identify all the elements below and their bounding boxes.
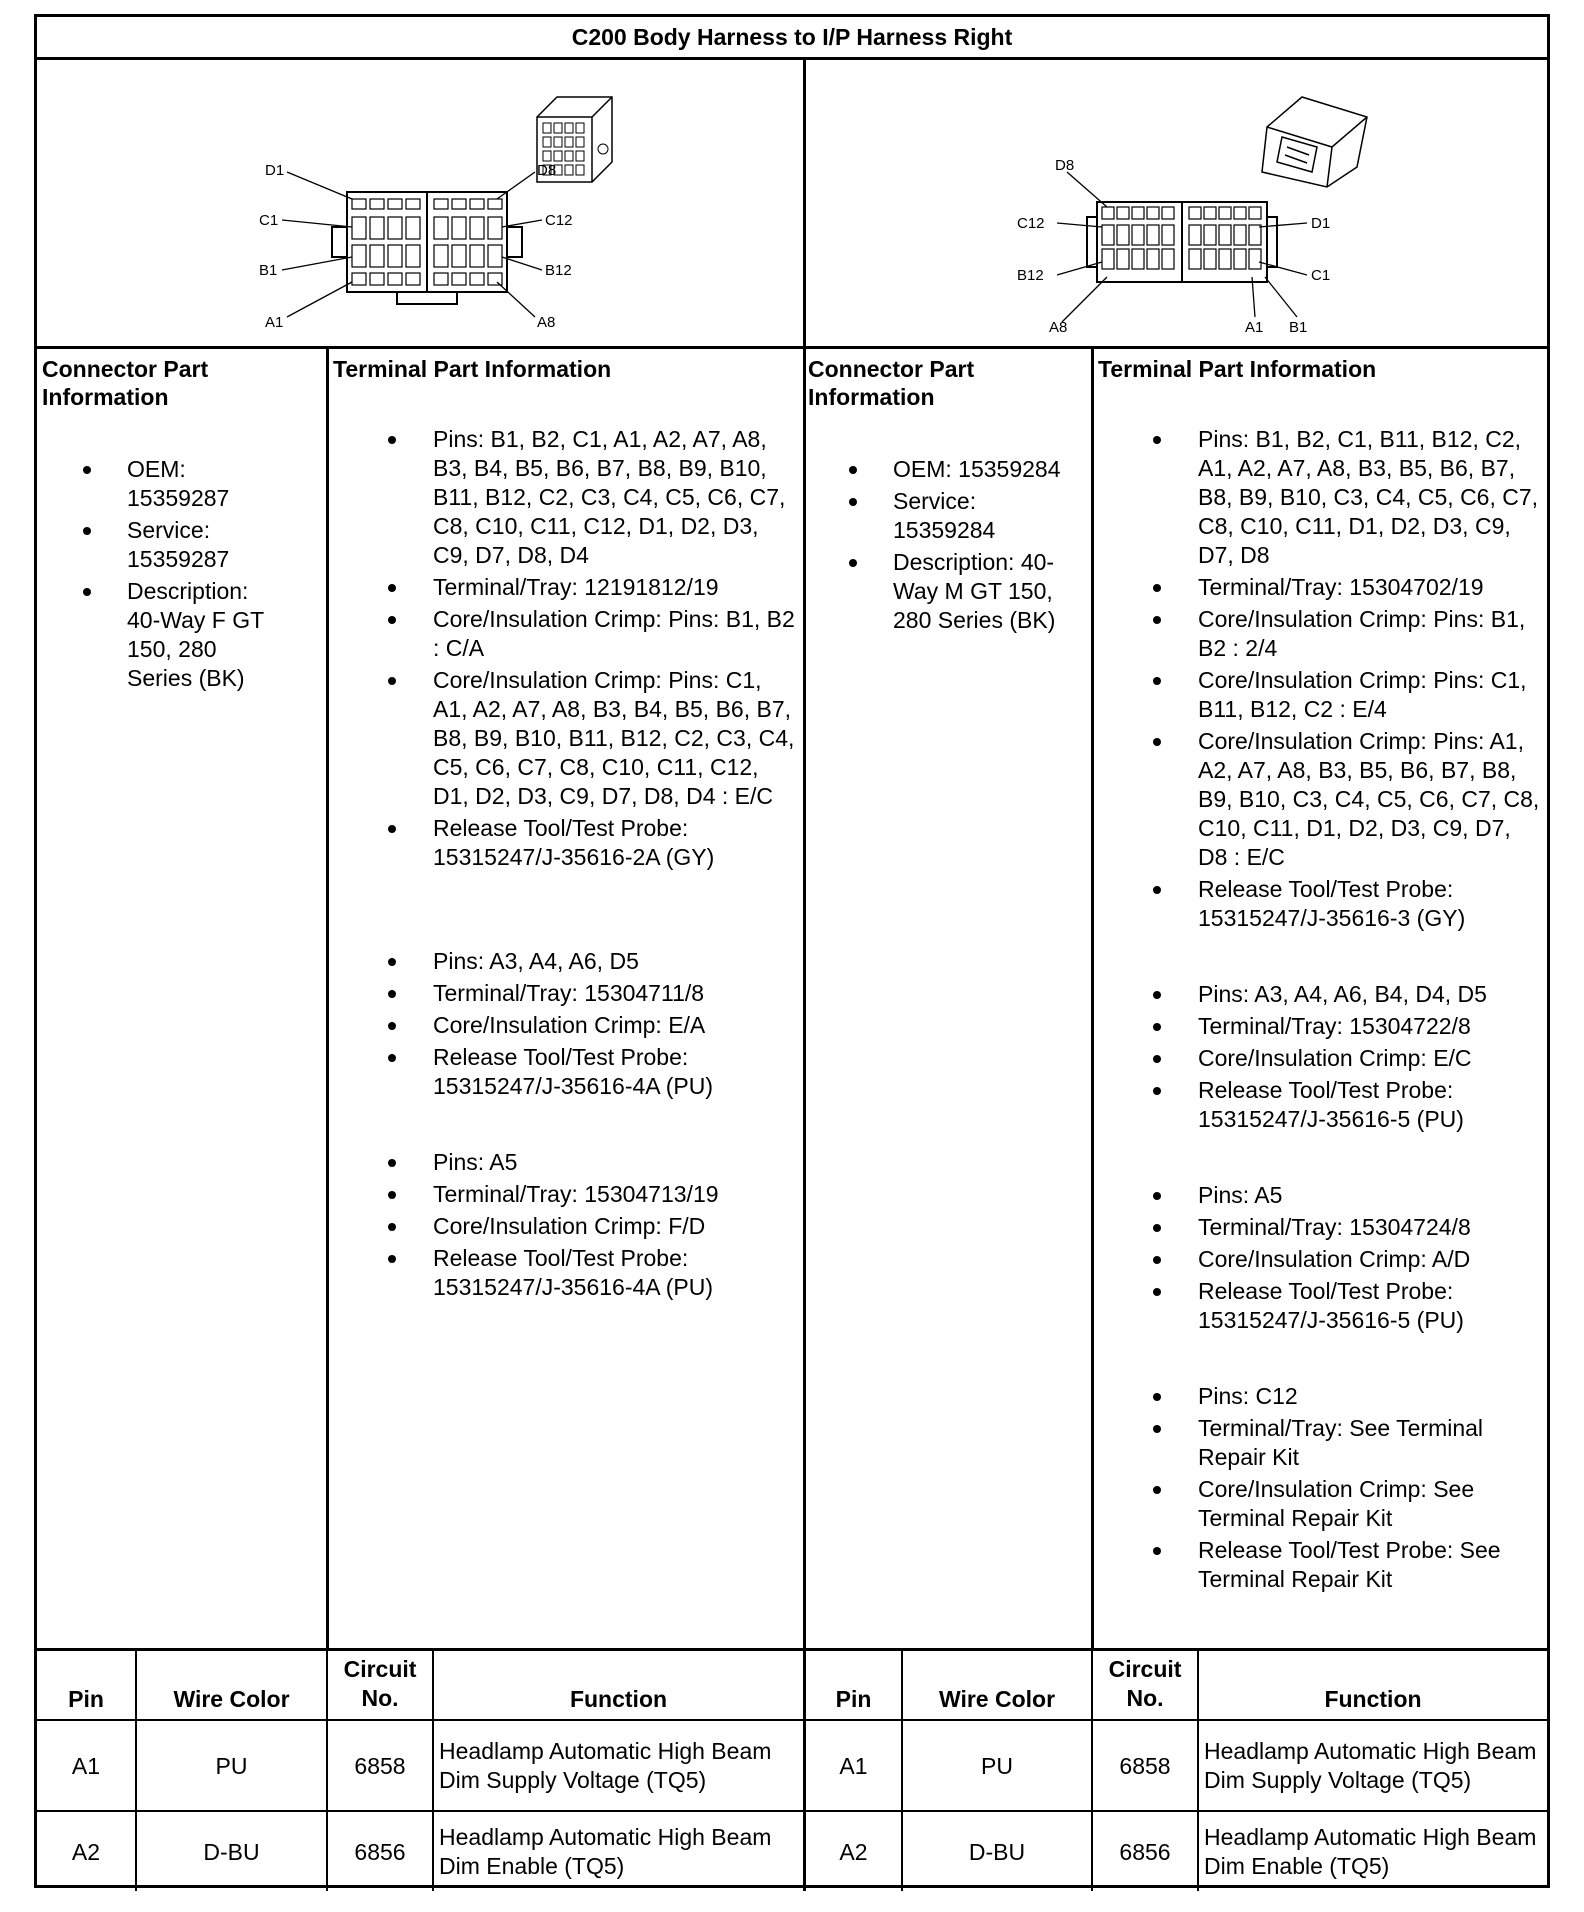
bullet-icon [83, 466, 91, 474]
terminal-group [1198, 1181, 1543, 1338]
bullet-item [433, 666, 795, 811]
bullet-icon [1153, 616, 1161, 624]
bullet-item [1198, 1044, 1543, 1073]
bullet-icon [388, 584, 396, 592]
bullet-text: Release Tool/Test Probe: 15315247/J-35616-4A (PU) [433, 1245, 714, 1300]
bullet-icon [1153, 1087, 1161, 1095]
bullet-text: Pins: A3, A4, A6, B4, D4, D5 [1198, 981, 1487, 1007]
bullet-icon [388, 677, 396, 685]
left-connector-diagram [237, 77, 657, 337]
pin-cell: A1 [71, 1752, 101, 1779]
pin-cell: A2 [839, 1838, 868, 1865]
bullet-icon [83, 527, 91, 535]
table-header-pin: Pin [68, 1686, 104, 1712]
bullet-item [1198, 1181, 1543, 1210]
bullet-text: Core/Insulation Crimp: F/D [433, 1213, 706, 1239]
bullet-icon [1153, 436, 1161, 444]
pin-label: A1 [265, 314, 284, 331]
bullet-item [433, 1244, 795, 1302]
bullet-text: Core/Insulation Crimp: Pins: B1, B2 : C/A [433, 606, 795, 661]
bullet-text: Core/Insulation Crimp: Pins: A1, A2, A7, A8, B3, B5, B6, B7, B8, B9, B10, C3, C4, C5, C6, C7, C8, C10, C11, D1, D2, D3, C9, D7, D8 : E/C [1198, 728, 1540, 870]
bullet-item [1198, 875, 1543, 933]
bullet-icon [388, 1022, 396, 1030]
pin-cell: A2 [71, 1838, 101, 1865]
bullet-item [1198, 1076, 1543, 1134]
bullet-item [93, 455, 278, 513]
terminal-group [1198, 980, 1543, 1137]
bullet-text: Terminal/Tray: 15304722/8 [1198, 1013, 1471, 1039]
bullet-item [1198, 1475, 1543, 1533]
bullet-text: Terminal/Tray: See Terminal Repair Kit [1198, 1415, 1484, 1470]
bullet-text: Pins: C12 [1198, 1383, 1298, 1409]
left-connector-face [332, 192, 522, 304]
bullet-text: Core/Insulation Crimp: See Terminal Repair Kit [1198, 1476, 1475, 1531]
bullet-item [859, 487, 1077, 545]
bullet-item [1198, 666, 1543, 724]
wire-color-cell: D-BU [203, 1838, 260, 1865]
bullet-icon [1153, 584, 1161, 592]
bullet-item [1198, 605, 1543, 663]
bullet-text: Pins: B1, B2, C1, B11, B12, C2, A1, A2, A7, A8, B3, B5, B6, B7, B8, B9, B10, C3, C4, C5, C6, C7, C8, C10, C11, D1, D2, D3, C9, D7, D8 [1198, 426, 1539, 568]
pin-label: D1 [265, 162, 285, 179]
right-connector-face [1087, 202, 1277, 282]
pin-label: A1 [1245, 319, 1264, 336]
bullet-icon [1153, 738, 1161, 746]
bullet-text: Pins: B1, B2, C1, A1, A2, A7, A8, B3, B4, B5, B6, B7, B8, B9, B10, B11, B12, C2, C3, C4, C5, C6, C7, C8, C10, C11, C12, D1, D2, D3, C9, D7, D8, D4 [433, 426, 786, 568]
bullet-icon [388, 825, 396, 833]
bullet-icon [1153, 1547, 1161, 1555]
bullet-icon [849, 498, 857, 506]
bullet-icon [849, 466, 857, 474]
bullet-text: Pins: A5 [1198, 1182, 1283, 1208]
bullet-item [1198, 425, 1543, 570]
bullet-item [433, 947, 795, 976]
bullet-icon [1153, 1023, 1161, 1031]
bullet-icon [1153, 991, 1161, 999]
bullet-icon [388, 958, 396, 966]
table-row-line [37, 1810, 1547, 1812]
bullet-item [1198, 1536, 1543, 1594]
wire-color-cell: PU [981, 1752, 1013, 1779]
bullet-icon [1153, 1192, 1161, 1200]
bullet-text: Release Tool/Test Probe: 15315247/J-35616-5 (PU) [1198, 1278, 1464, 1333]
bullet-item [1198, 980, 1543, 1009]
bullet-item [1198, 727, 1543, 872]
bullet-icon [1153, 1393, 1161, 1401]
center-divider [803, 57, 806, 1891]
table-header-circuit: Circuit No. [1108, 1656, 1182, 1711]
function-cell: Headlamp Automatic High Beam Dim Supply Voltage (TQ5) [1204, 1738, 1537, 1793]
bullet-icon [1153, 1055, 1161, 1063]
right-connector-3d-icon [1262, 97, 1367, 187]
pin-label: C1 [259, 212, 279, 229]
bullet-text: Core/Insulation Crimp: E/A [433, 1012, 706, 1038]
bullet-icon [388, 1191, 396, 1199]
terminal-group [1198, 425, 1543, 936]
diagram-divider [37, 346, 1547, 349]
bullet-text: Release Tool/Test Probe: 15315247/J-35616-3 (GY) [1198, 876, 1466, 931]
pin-cell: A1 [839, 1752, 868, 1779]
bullet-item [433, 573, 795, 602]
bullet-item [433, 1212, 795, 1241]
table-top-line [37, 1648, 1547, 1651]
table-header-line [37, 1719, 1547, 1721]
bullet-icon [388, 1054, 396, 1062]
pin-label: D8 [537, 162, 557, 179]
bullet-text: Pins: A3, A4, A6, D5 [433, 948, 639, 974]
left-connector-info-list [93, 455, 278, 696]
terminal-group [433, 1148, 795, 1305]
left-connector-header: Connector Part Information [42, 356, 209, 410]
right-connector-header: Connector Part Information [808, 356, 975, 410]
bullet-icon [388, 990, 396, 998]
bullet-item [433, 605, 795, 663]
bullet-item [1198, 1012, 1543, 1041]
function-cell: Headlamp Automatic High Beam Dim Enable (TQ5) [439, 1824, 772, 1879]
bullet-icon [83, 588, 91, 596]
bullet-text: Terminal/Tray: 15304702/19 [1198, 574, 1484, 600]
bullet-icon [1153, 1256, 1161, 1264]
bullet-text: Release Tool/Test Probe: 15315247/J-35616-2A (GY) [433, 815, 715, 870]
bullet-item [433, 1180, 795, 1209]
circuit-cell: 6856 [1119, 1838, 1171, 1865]
bullet-icon [388, 1223, 396, 1231]
bullet-text: Terminal/Tray: 15304711/8 [433, 980, 705, 1006]
bullet-text: Terminal/Tray: 15304713/19 [433, 1181, 719, 1207]
bullet-text: Description: 40-Way M GT 150, 280 Series (BK) [893, 549, 1056, 633]
connector-frame [34, 14, 1550, 1888]
bullet-icon [1153, 1425, 1161, 1433]
right-connector-info-list [859, 455, 1077, 638]
bullet-text: Service: 15359287 [127, 517, 230, 572]
bullet-text: Core/Insulation Crimp: E/C [1198, 1045, 1472, 1071]
bullet-text: Pins: A5 [433, 1149, 518, 1175]
bullet-icon [1153, 1486, 1161, 1494]
bullet-item [1198, 1213, 1543, 1242]
bullet-text: Core/Insulation Crimp: Pins: C1, B11, B12, C2 : E/4 [1198, 667, 1527, 722]
table-header-wire-color: Wire Color [938, 1686, 1056, 1712]
pin-label: B12 [545, 262, 572, 279]
bullet-icon [1153, 677, 1161, 685]
page-title: C200 Body Harness to I/P Harness Right [37, 17, 1547, 60]
bullet-text: Description: 40-Way F GT 150, 280 Series (BK) [127, 578, 264, 691]
bullet-text: Core/Insulation Crimp: Pins: C1, A1, A2, A7, A8, B3, B4, B5, B6, B7, B8, B9, B10, B11, B12, C2, C3, C4, C5, C6, C7, C8, C10, C11, C12, D1, D2, D3, C9, D7, D8, D4 : E/C [433, 667, 795, 809]
bullet-text: Terminal/Tray: 12191812/19 [433, 574, 719, 600]
table-header-function: Function [569, 1686, 668, 1712]
bullet-icon [388, 616, 396, 624]
circuit-cell: 6858 [1119, 1752, 1171, 1779]
bullet-text: Core/Insulation Crimp: Pins: B1, B2 : 2/4 [1198, 606, 1526, 661]
pin-label: D8 [1055, 157, 1075, 174]
function-cell: Headlamp Automatic High Beam Dim Supply Voltage (TQ5) [439, 1738, 772, 1793]
table-header-pin: Pin [835, 1686, 872, 1712]
bullet-text: Release Tool/Test Probe: See Terminal Repair Kit [1198, 1537, 1501, 1592]
bullet-item [1198, 1382, 1543, 1411]
bullet-item [859, 455, 1077, 484]
circuit-cell: 6858 [354, 1752, 406, 1779]
bullet-icon [1153, 886, 1161, 894]
bullet-item [93, 577, 278, 693]
bullet-item [1198, 573, 1543, 602]
bullet-text: Release Tool/Test Probe: 15315247/J-35616-5 (PU) [1198, 1077, 1464, 1132]
bullet-item [1198, 1414, 1543, 1472]
left-info-divider [326, 349, 329, 1651]
pin-label: D1 [1311, 215, 1331, 232]
circuit-cell: 6856 [354, 1838, 406, 1865]
terminal-group [1198, 1382, 1543, 1597]
bullet-item [859, 548, 1077, 635]
bullet-item [1198, 1277, 1543, 1335]
function-cell: Headlamp Automatic High Beam Dim Enable (TQ5) [1204, 1824, 1537, 1879]
bullet-text: Core/Insulation Crimp: A/D [1198, 1246, 1471, 1272]
left-terminal-header: Terminal Part Information [333, 356, 612, 382]
pin-label: A8 [537, 314, 556, 331]
bullet-icon [388, 436, 396, 444]
bullet-text: OEM: 15359287 [127, 456, 230, 511]
bullet-icon [1153, 1224, 1161, 1232]
pin-label: C12 [1017, 215, 1045, 232]
table-header-function: Function [1324, 1686, 1422, 1712]
bullet-icon [849, 559, 857, 567]
bullet-item [433, 1011, 795, 1040]
bullet-item [433, 814, 795, 872]
bullet-text: Terminal/Tray: 15304724/8 [1198, 1214, 1471, 1240]
wire-color-cell: PU [215, 1752, 248, 1779]
pin-label: A8 [1049, 319, 1068, 336]
pin-label: B12 [1017, 267, 1044, 284]
pin-label: C12 [545, 212, 573, 229]
bullet-item [433, 1148, 795, 1177]
bullet-item [433, 979, 795, 1008]
bullet-item [1198, 1245, 1543, 1274]
table-header-wire-color: Wire Color [173, 1686, 290, 1712]
bullet-text: OEM: 15359284 [893, 456, 1061, 482]
bullet-text: Release Tool/Test Probe: 15315247/J-35616-4A (PU) [433, 1044, 714, 1099]
right-info-divider [1091, 349, 1094, 1651]
pin-label: C1 [1311, 267, 1331, 284]
bullet-item [433, 1043, 795, 1101]
bullet-item [433, 425, 795, 570]
pin-label: B1 [1289, 319, 1308, 336]
right-terminal-header: Terminal Part Information [1098, 356, 1377, 382]
bullet-item [93, 516, 278, 574]
table-header-circuit: Circuit No. [343, 1656, 417, 1711]
bullet-icon [388, 1255, 396, 1263]
terminal-group [433, 947, 795, 1104]
wire-color-cell: D-BU [968, 1838, 1026, 1865]
pin-label: B1 [259, 262, 278, 279]
right-connector-diagram [997, 77, 1417, 337]
terminal-group [433, 425, 795, 875]
bullet-text: Service: 15359284 [893, 488, 996, 543]
bullet-icon [388, 1159, 396, 1167]
bullet-icon [1153, 1288, 1161, 1296]
